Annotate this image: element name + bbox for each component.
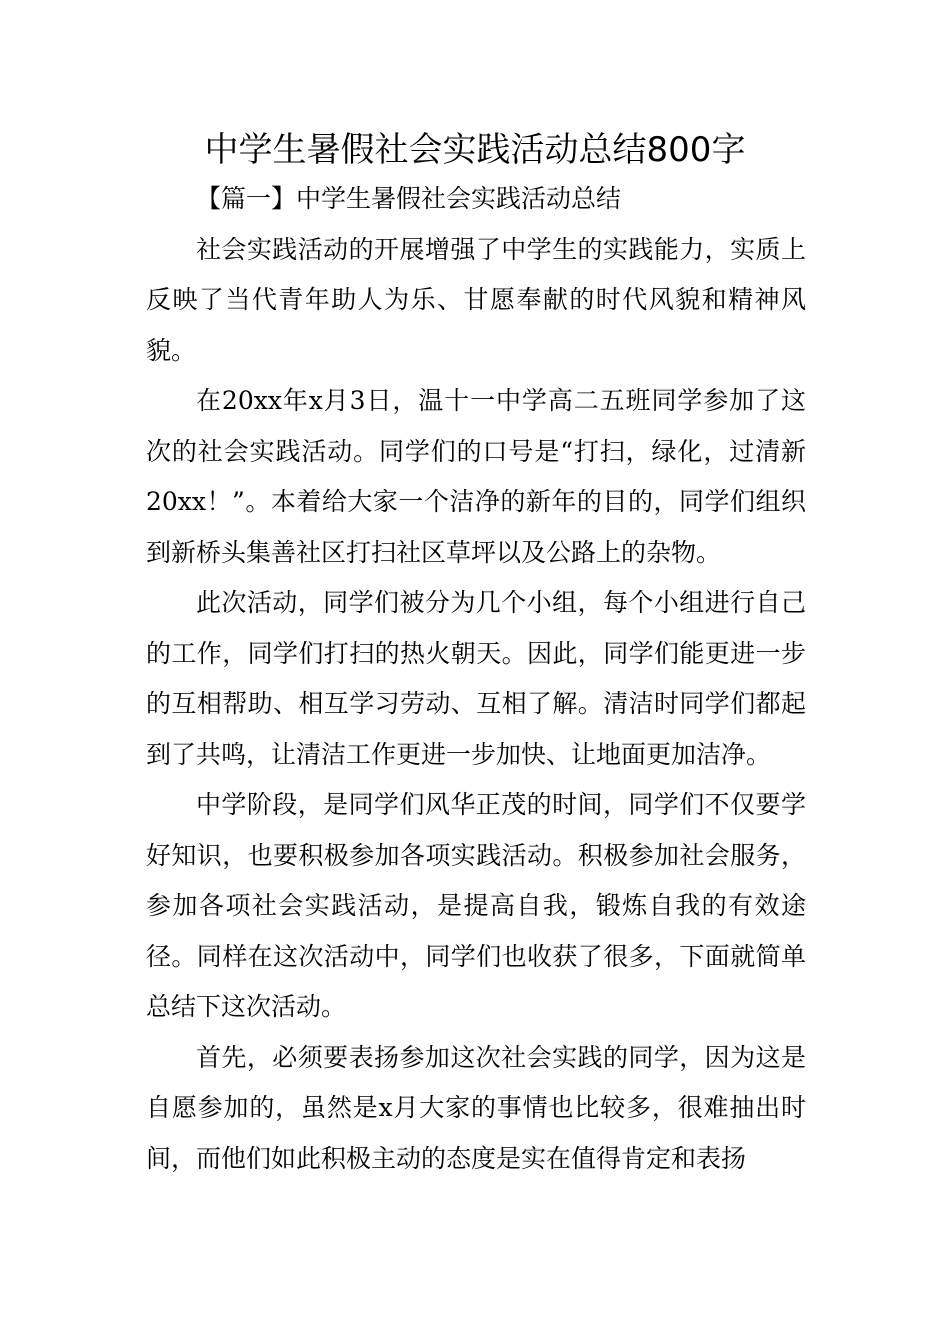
paragraph-5: 首先，必须要表扬参加这次社会实践的同学，因为这是自愿参加的，虽然是x月大家的事情也比较多，很难抽出时间，而他们如此积极主动的态度是实在值得肯定和表扬 [146, 1042, 806, 1173]
section-heading: 【篇一】中学生暑假社会实践活动总结 [196, 184, 622, 213]
paragraph-4: 中学阶段，是同学们风华正茂的时间，同学们不仅要学好知识，也要积极参加各项实践活动。积极参加社会服务，参加各项社会实践活动，是提高自我，锻炼自我的有效途径。同样在这次活动中，同学们也收获了很多，下面就简单总结下这次活动。 [146, 790, 806, 1021]
paragraph-3: 此次活动，同学们被分为几个小组，每个小组进行自己的工作，同学们打扫的热火朝天。因此，同学们能更进一步的互相帮助、相互学习劳动、互相了解。清洁时同学们都起到了共鸣，让清洁工作更进一步加快、让地面更加洁净。 [146, 588, 806, 769]
document-body [146, 174, 806, 1184]
document-title: 中学生暑假社会实践活动总结800字 [204, 130, 746, 170]
paragraph-2: 在20xx年x月3日，温十一中学高二五班同学参加了这次的社会实践活动。同学们的口号是“打扫，绿化，过清新20xx！”。本着给大家一个洁净的新年的目的，同学们组织到新桥头集善社区打扫社区草坪以及公路上的杂物。 [146, 386, 806, 567]
paragraph-1: 社会实践活动的开展增强了中学生的实践能力，实质上反映了当代青年助人为乐、甘愿奉献的时代风貌和精神风貌。 [146, 234, 806, 365]
